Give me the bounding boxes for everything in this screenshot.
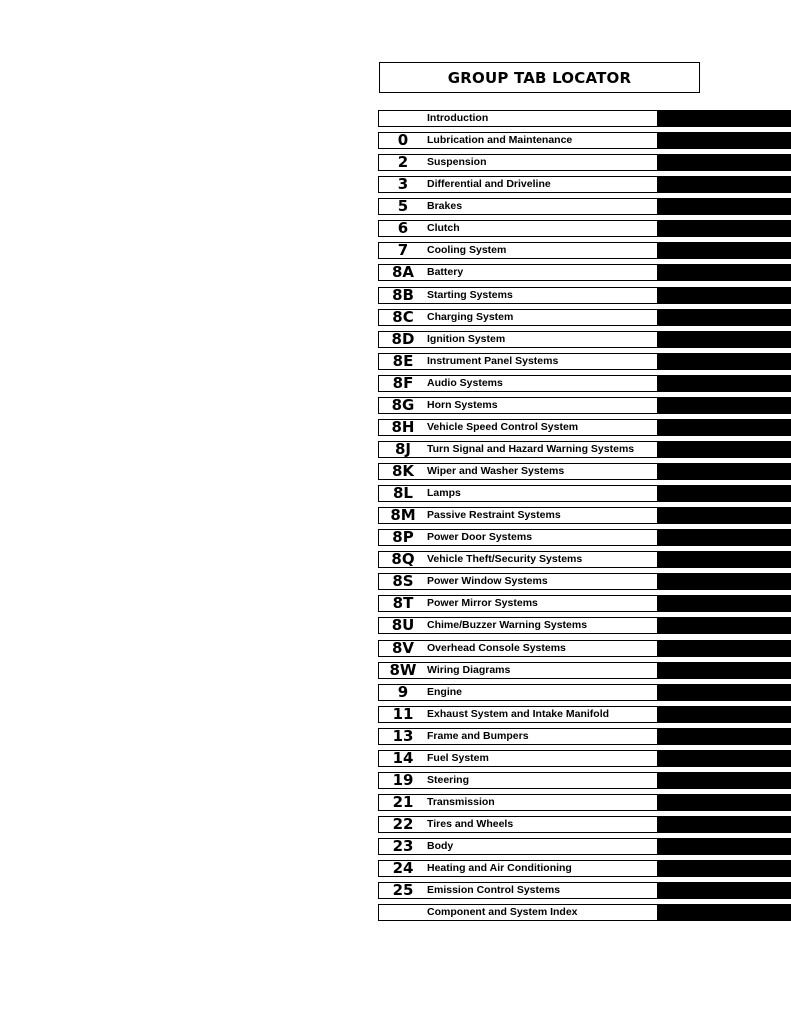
group-label[interactable]: Engine: [427, 685, 463, 698]
group-number: 8C: [392, 307, 414, 326]
group-label[interactable]: Exhaust System and Intake Manifold: [427, 707, 610, 720]
group-number: 8G: [391, 395, 415, 414]
row-box: [378, 485, 658, 502]
black-edge-tab: [658, 242, 791, 259]
group-tab-row[interactable]: [378, 175, 791, 197]
group-number: 8V: [391, 638, 415, 657]
black-edge-tab: [658, 331, 791, 348]
group-number: 8W: [389, 660, 417, 679]
row-box: [378, 441, 658, 458]
row-box: [378, 904, 658, 921]
group-label[interactable]: Battery: [427, 266, 464, 279]
black-edge-tab: [658, 573, 791, 590]
black-edge-tab: [658, 617, 791, 634]
group-label[interactable]: Instrument Panel Systems: [427, 354, 559, 367]
group-label[interactable]: Wiper and Washer Systems: [427, 465, 565, 477]
black-edge-tab: [658, 132, 791, 149]
black-edge-tab: [658, 507, 791, 524]
group-label[interactable]: Cooling System: [427, 244, 507, 257]
black-edge-tab: [658, 198, 791, 215]
group-tab-row[interactable]: [378, 440, 791, 462]
group-tab-row[interactable]: [378, 374, 791, 396]
row-box: [378, 595, 658, 612]
group-number: 8T: [392, 594, 414, 613]
group-number: 8Q: [391, 550, 415, 569]
row-box: [378, 264, 658, 281]
black-edge-tab: [658, 110, 791, 127]
group-number: 25: [392, 881, 414, 900]
row-box: [378, 640, 658, 657]
group-tab-row[interactable]: [378, 793, 791, 815]
group-number: 11: [392, 704, 414, 723]
group-label[interactable]: Ignition System: [427, 332, 506, 345]
row-box: [378, 287, 658, 304]
group-number: 8B: [392, 285, 414, 304]
group-tab-row[interactable]: [378, 594, 791, 616]
row-box: [378, 507, 658, 524]
group-label[interactable]: Power Mirror Systems: [427, 597, 538, 610]
group-label[interactable]: Charging System: [427, 310, 514, 323]
black-edge-tab: [658, 485, 791, 502]
group-number: 8F: [392, 373, 414, 392]
black-edge-tab: [658, 904, 791, 921]
group-number: 8L: [393, 484, 413, 503]
group-label[interactable]: Overhead Console Systems: [427, 641, 566, 654]
group-label[interactable]: Emission Control Systems: [427, 884, 561, 897]
group-tab-row[interactable]: [378, 418, 791, 440]
group-label[interactable]: Suspension: [427, 156, 487, 169]
black-edge-tab: [658, 441, 791, 458]
black-edge-tab: [658, 353, 791, 370]
black-edge-tab: [658, 794, 791, 811]
row-box: [378, 838, 658, 855]
group-number: 13: [392, 726, 414, 745]
group-number: 8U: [391, 616, 415, 635]
black-edge-tab: [658, 463, 791, 480]
row-box: [378, 860, 658, 877]
group-label[interactable]: Brakes: [427, 200, 463, 213]
row-box: [378, 331, 658, 348]
group-tab-row[interactable]: [378, 550, 791, 572]
group-tab-row[interactable]: [378, 197, 791, 219]
group-tab-row[interactable]: [378, 131, 791, 153]
group-tab-row[interactable]: [378, 572, 791, 594]
group-number: 8P: [392, 528, 414, 547]
black-edge-tab: [658, 375, 791, 392]
black-edge-tab: [658, 882, 791, 899]
group-number: 24: [392, 859, 414, 878]
black-edge-tab: [658, 154, 791, 171]
black-edge-tab: [658, 551, 791, 568]
group-tab-row[interactable]: [378, 219, 791, 241]
group-number: 9: [397, 682, 409, 701]
group-label[interactable]: Introduction: [427, 112, 489, 124]
black-edge-tab: [658, 220, 791, 237]
black-edge-tab: [658, 529, 791, 546]
group-number: 8E: [392, 351, 414, 370]
black-edge-tab: [658, 838, 791, 855]
group-tab-row[interactable]: [378, 837, 791, 859]
group-label[interactable]: Horn Systems: [427, 398, 498, 411]
row-box: [378, 242, 658, 259]
row-box: [378, 353, 658, 370]
row-box: [378, 198, 658, 215]
group-number: 2: [397, 153, 409, 172]
row-box: [378, 176, 658, 193]
black-edge-tab: [658, 264, 791, 281]
black-edge-tab: [658, 662, 791, 679]
group-tab-row[interactable]: [378, 308, 791, 330]
group-number: 23: [392, 837, 414, 856]
group-number: 19: [392, 770, 414, 789]
row-box: [378, 573, 658, 590]
group-label[interactable]: Power Window Systems: [427, 575, 548, 588]
group-tab-row[interactable]: [378, 639, 791, 661]
group-tab-row[interactable]: [378, 771, 791, 793]
black-edge-tab: [658, 287, 791, 304]
row-box: [378, 750, 658, 767]
group-tab-row[interactable]: [378, 330, 791, 352]
group-tab-row[interactable]: [378, 705, 791, 727]
group-label[interactable]: Turn Signal and Hazard Warning Systems: [427, 442, 635, 455]
group-tab-row[interactable]: [378, 263, 791, 285]
group-label[interactable]: Audio Systems: [427, 376, 503, 389]
group-number: 8J: [394, 439, 412, 458]
group-number: 8S: [392, 572, 414, 591]
black-edge-tab: [658, 860, 791, 877]
group-number: 0: [397, 131, 409, 150]
group-label[interactable]: Body: [427, 840, 454, 853]
group-number: [379, 905, 427, 920]
row-box: [378, 132, 658, 149]
group-number: 21: [392, 792, 414, 811]
black-edge-tab: [658, 750, 791, 767]
row-box: [378, 154, 658, 171]
group-label[interactable]: Steering: [427, 773, 470, 786]
row-box: [378, 397, 658, 414]
group-number: 8D: [391, 329, 415, 348]
group-tab-list: [378, 109, 791, 925]
page-title: GROUP TAB LOCATOR: [379, 62, 700, 93]
row-box: [378, 375, 658, 392]
group-number: [379, 111, 427, 126]
group-label[interactable]: Power Door Systems: [427, 531, 533, 544]
row-box: [378, 662, 658, 679]
group-label[interactable]: Frame and Bumpers: [427, 729, 529, 742]
group-number: 8M: [390, 506, 416, 525]
group-tab-row[interactable]: [378, 727, 791, 749]
group-tab-row[interactable]: [378, 815, 791, 837]
group-label[interactable]: Tires and Wheels: [427, 818, 514, 830]
group-tab-row[interactable]: [378, 859, 791, 881]
black-edge-tab: [658, 309, 791, 326]
black-edge-tab: [658, 176, 791, 193]
group-label[interactable]: Heating and Air Conditioning: [427, 862, 572, 875]
row-box: [378, 110, 658, 127]
row-box: [378, 882, 658, 899]
row-box: [378, 706, 658, 723]
group-tab-row[interactable]: [378, 749, 791, 771]
group-tab-row[interactable]: [378, 484, 791, 506]
group-number: 14: [392, 748, 414, 767]
group-tab-row[interactable]: [378, 683, 791, 705]
black-edge-tab: [658, 595, 791, 612]
group-label[interactable]: Transmission: [427, 795, 495, 808]
group-tab-row[interactable]: [378, 109, 791, 131]
group-tab-row[interactable]: [378, 352, 791, 374]
group-number: 6: [397, 219, 409, 238]
group-tab-row[interactable]: [378, 616, 791, 638]
group-number: 8K: [391, 462, 415, 480]
black-edge-tab: [658, 640, 791, 657]
group-tab-row[interactable]: [378, 528, 791, 550]
black-edge-tab: [658, 684, 791, 701]
group-label[interactable]: Lubrication and Maintenance: [427, 134, 573, 147]
row-box: [378, 728, 658, 745]
group-label[interactable]: Starting Systems: [427, 288, 513, 301]
row-box: [378, 794, 658, 811]
group-tab-row[interactable]: [378, 661, 791, 683]
row-box: [378, 529, 658, 546]
group-tab-row[interactable]: [378, 462, 791, 484]
group-number: 3: [397, 175, 409, 194]
row-box: [378, 816, 658, 833]
row-box: [378, 551, 658, 568]
group-label[interactable]: Clutch: [427, 222, 460, 235]
row-box: [378, 684, 658, 701]
group-tab-row[interactable]: [378, 506, 791, 528]
group-number: 8A: [391, 263, 415, 282]
group-label[interactable]: Vehicle Theft/Security Systems: [427, 553, 583, 566]
black-edge-tab: [658, 728, 791, 745]
group-tab-row[interactable]: [378, 153, 791, 175]
row-box: [378, 309, 658, 326]
black-edge-tab: [658, 706, 791, 723]
group-tab-row[interactable]: [378, 286, 791, 308]
row-box: [378, 419, 658, 436]
group-label[interactable]: Fuel System: [427, 751, 489, 764]
group-label[interactable]: Lamps: [427, 487, 461, 500]
group-number: 5: [397, 197, 409, 216]
group-number: 7: [397, 241, 409, 260]
black-edge-tab: [658, 419, 791, 436]
row-box: [378, 220, 658, 237]
group-tab-row[interactable]: [378, 881, 791, 903]
black-edge-tab: [658, 772, 791, 789]
black-edge-tab: [658, 816, 791, 833]
group-number: 22: [392, 815, 414, 833]
group-number: 8H: [391, 417, 415, 436]
row-box: [378, 463, 658, 480]
group-label[interactable]: Wiring Diagrams: [427, 663, 511, 676]
group-label[interactable]: Component and System Index: [427, 906, 578, 919]
group-tab-row[interactable]: [378, 241, 791, 263]
group-label[interactable]: Chime/Buzzer Warning Systems: [427, 619, 588, 632]
group-tab-row[interactable]: [378, 396, 791, 418]
group-tab-row[interactable]: [378, 903, 791, 925]
black-edge-tab: [658, 397, 791, 414]
row-box: [378, 772, 658, 789]
group-label[interactable]: Passive Restraint Systems: [427, 509, 561, 522]
group-label[interactable]: Vehicle Speed Control System: [427, 420, 579, 433]
row-box: [378, 617, 658, 634]
group-label[interactable]: Differential and Driveline: [427, 178, 551, 191]
